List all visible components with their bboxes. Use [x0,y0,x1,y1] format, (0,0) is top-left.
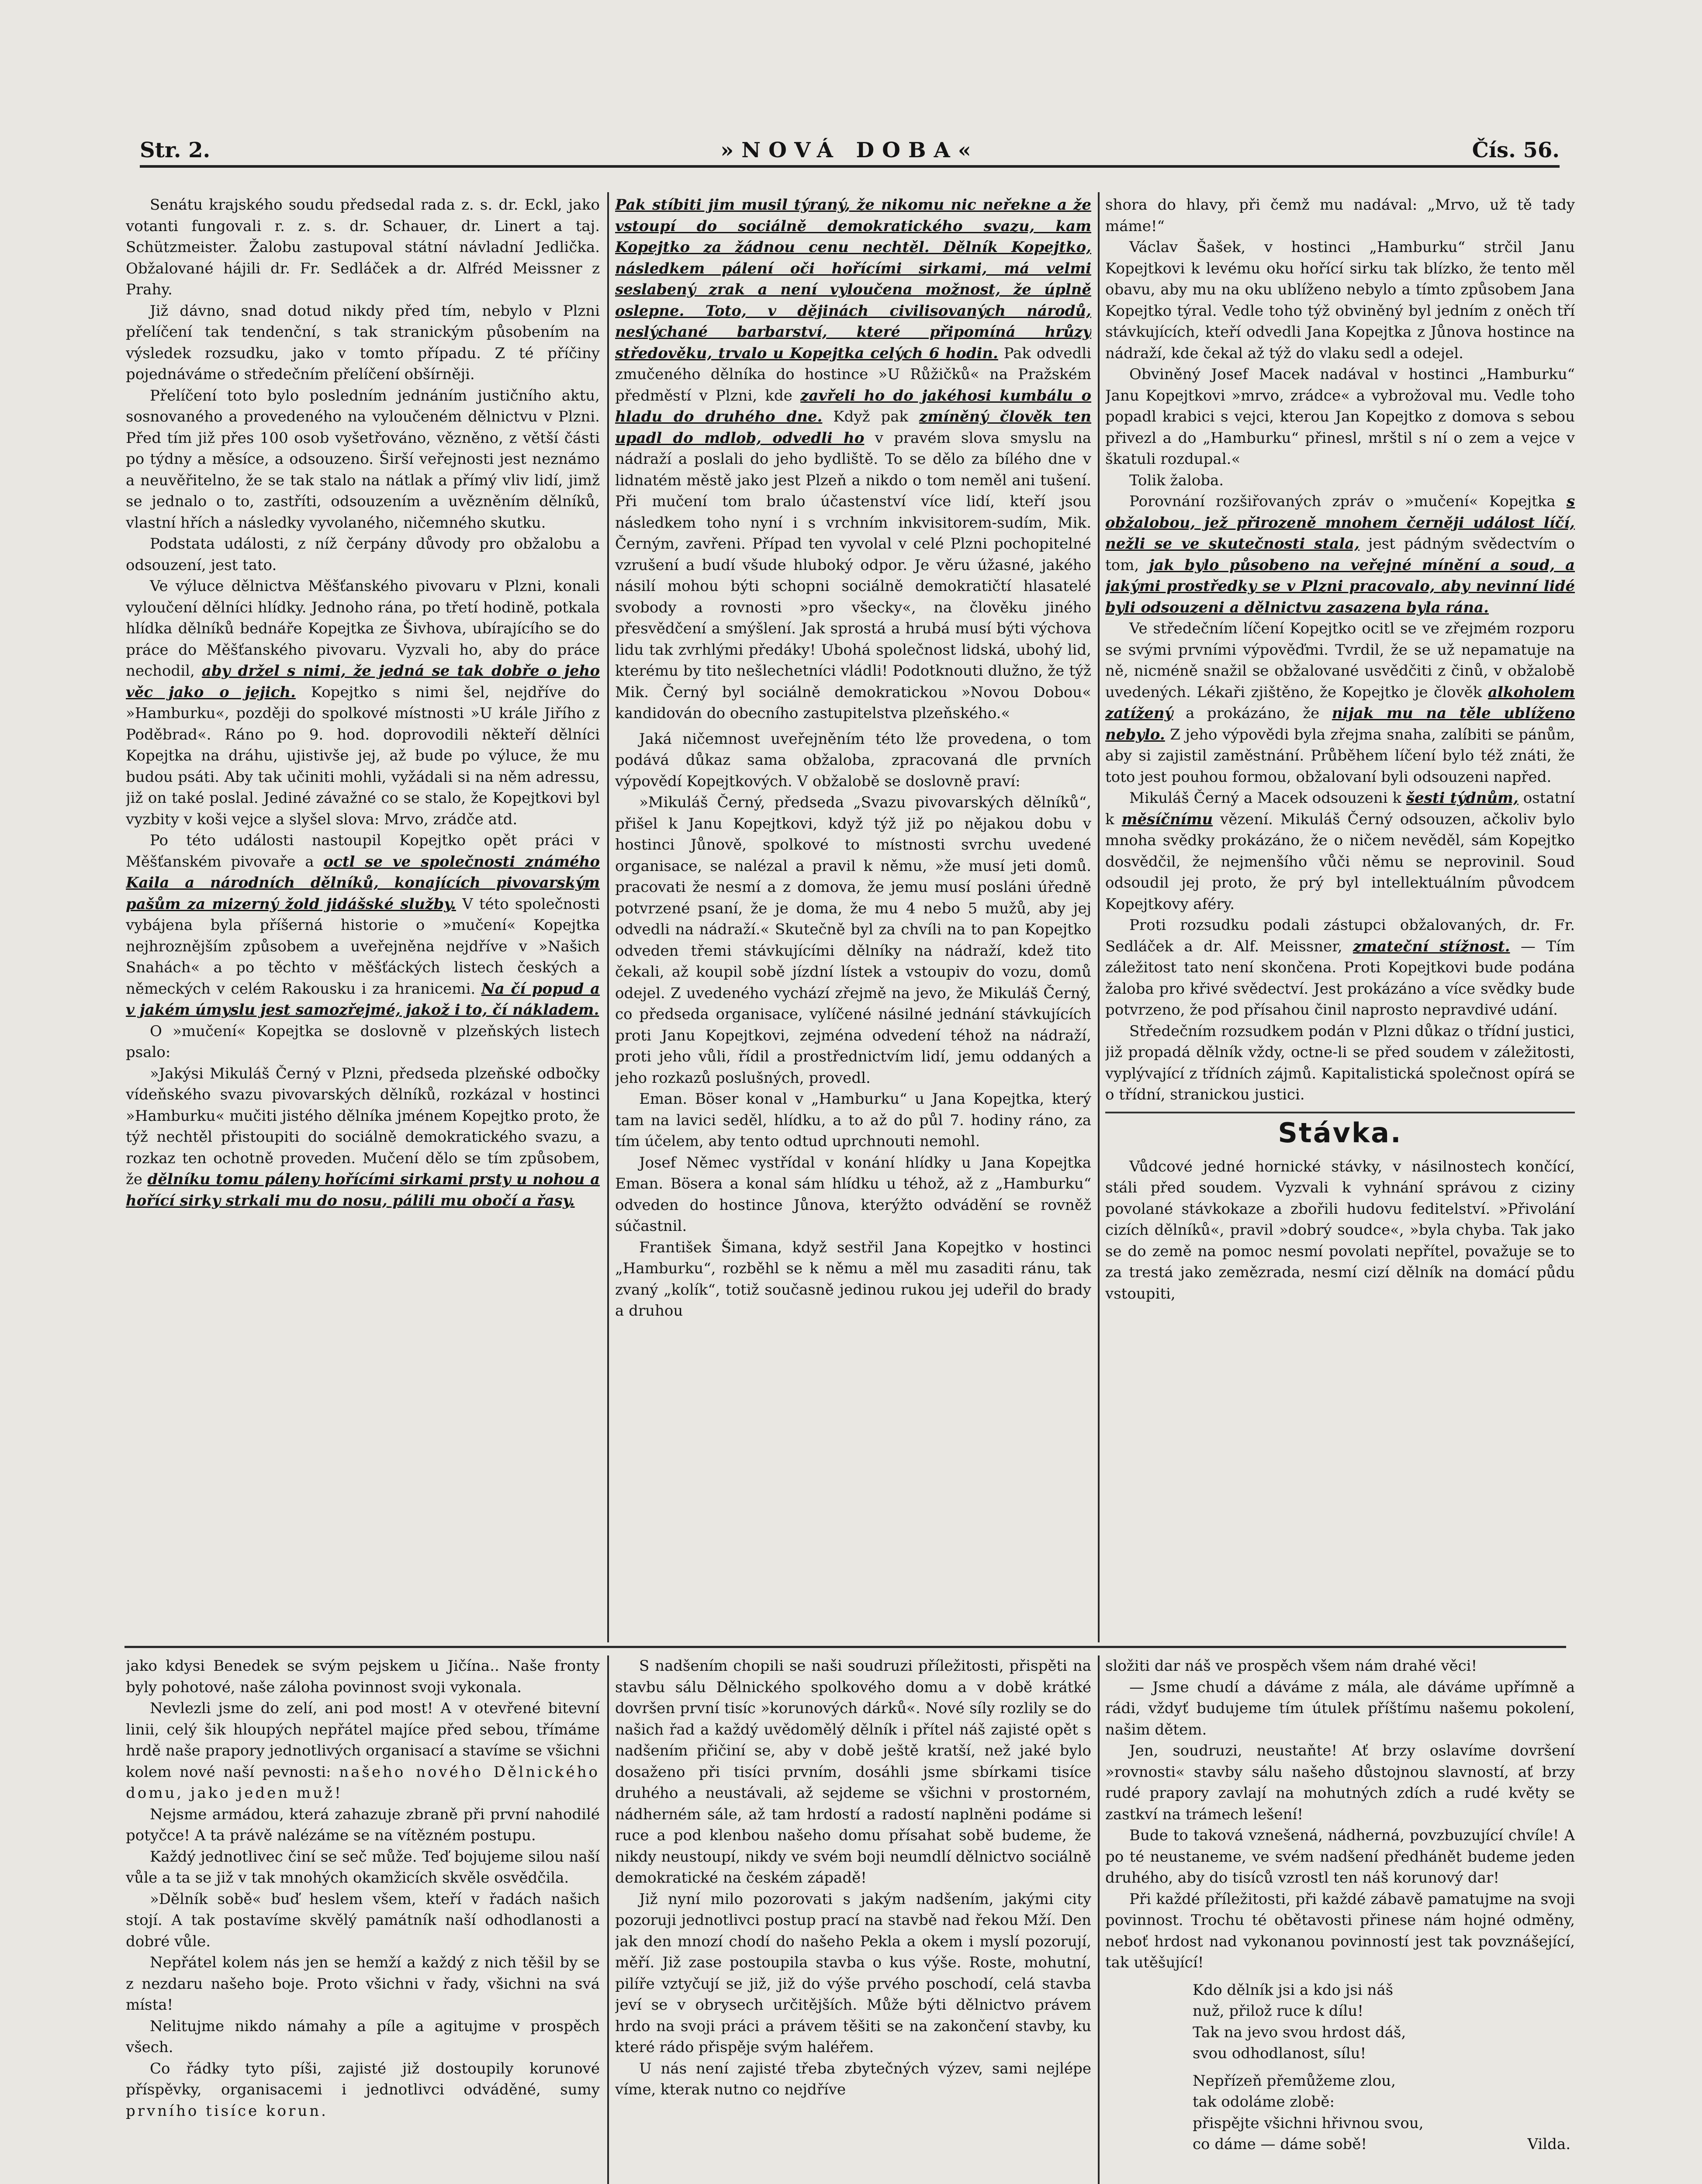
emphasis: měsíčnímu [1121,810,1213,828]
paragraph: Již nyní milo pozorovati s jakým nadšením, jakými city pozoruji jednotlivci postup prací na stavbě nad řekou Mží. Den jak den mnozí chodí do našeho Pekla a okem i myslí pozorují, měří. Již zase postoupila stavba o kus výše. Roste, mohutní, pilíře vztyčují se již, již do výše prvého poschodí, celá stavba jeví se v obrysech určitějších. Může býti dělnictvo právem hrdo na svoji práci a právem těšiti se na zakončení stavby, ku které rádo přispěje svým haléřem. [615,1890,1091,2056]
paragraph: Bude to taková vznešená, nádherná, povzbuzující chvíle! A po té neustaneme, ve svém nadšení předhánět budeme jeden druhého, aby do tisíců vzrostl ten náš korunový dar! [1105,1827,1575,1887]
paragraph: Co řádky tyto píši, zajisté již dostoupily korunové příspěvky, organisacemi i jednotlivci odváděné, sumy prvního tisíce korun. [126,2060,600,2120]
emphasis: zmíněný člověk ten upadl do mdlob, odvedli ho [615,408,1091,447]
column-1 [126,194,600,1640]
column-rule-2 [1098,192,1100,1642]
newspaper-title: »NOVÁ DOBA« [720,138,979,162]
paragraph: Ve výluce dělnictva Měšťanského pivovaru v Plzni, konali vyloučení dělníci hlídky. Jednoho rána, po třetí hodině, potkala hlídka dělníků bednáře Kopejtka ze Šivhova, ubírajícího se do práce do Měšťanského pivovaru. Vyzvali ho, aby do práce nechodil, aby držel s nimi, že jedná se tak dobře o jeho věc jako o jejich. Kopejtko s nimi šel, nejdříve do »Hamburku«, později do spolkové místnosti »U krále Jiřího z Poděbrad«. Ráno po 9. hod. doprovodili někteří dělníci Kopejtka na dráhu, ujistivše jej, až bude po výluce, že mu budou psáti. Aby tak učiniti mohli, vyžádali si na něm adressu, již on také poslal. Jediné závažné co se stalo, že Kopejtkovi byl vyzbity v koši vejce a slyšel slova: Mrvo, zrádče atd. [126,577,600,828]
poem-last-line [1105,2134,1575,2155]
paragraph: Mikuláš Černý a Macek odsouzeni k šesti týdnům, ostatní k měsíčnímu vězení. Mikuláš Černý odsouzen, ačkoliv bylo mnoha svědky prokázáno, že o ničem nevěděl, sám Kopejtko dosvědčil, že nejmenšího vůči němu se neprovinil. Soud odsoudil jej proto, že prý byl intellektuálním původcem Kopejtkovy aféry. [1105,789,1575,913]
section-title: Stávka. [1278,1116,1402,1149]
column-rule-1 [607,192,609,1642]
paragraph: Vůdcové jedné hornické stávky, v násilnostech končící, stáli před soudem. Vyzvali k vyhnání správou z ciziny povolané stávkokaze a zbořili hudovu feditelství. »Přivolání cizích dělníků«, pravil »dobrý soudce«, »byla chyba. Tak jako se do země na pomoc nesmí povolati nepřítel, považuje se to za trestá jako zemězrada, nesmí cizí dělník na domácí půdu vstoupiti, [1105,1158,1575,1303]
bottom-column-1 [126,1655,600,2184]
emphasis: alkoholem zatížený [1105,683,1575,722]
paragraph: Josef Němec vystřídal v konání hlídky u Jana Kopejtka Eman. Bösera a konal sám hlídku u téhož, až z „Hamburku“ odveden do hostince Jůnova, kterýžto odvádění se rovněž súčastnil. [615,1154,1091,1235]
emphasis: aby držel s nimi, že jedná se tak dobře o jeho věc jako o jejich. [126,662,600,701]
emphasis: dělníku tomu páleny hořícími sirkami prsty u nohou a hořící sirky strkali mu do nosu, pálili mu obočí a řasy. [126,1171,600,1209]
paragraph: Eman. Böser konal v „Hamburku“ u Jana Kopejtka, který tam na lavici seděl, hlídku, a to až do půl 7. hodiny ráno, za tím účelem, aby tento odtud uprchnouti nemohl. [615,1090,1091,1150]
paragraph: Pak stíbiti jim musil týraný, že nikomu nic neřekne a že vstoupí do sociálně demokratického svazu, kam Kopejtko za žádnou cenu nechtěl. Dělník Kopejtko, následkem pálení oči hořícími sirkami, má velmi seslabený zrak a není vyloučena možnost, že úplně oslepne. Toto, v dějinách civilisovaných národů, neslýchané barbarství, které připomíná hrůzy středověku, trvalo u Kopejtka celých 6 hodin. Pak odvedli zmučeného dělníka do hostince »U Růžičků« na Pražském předměstí v Plzni, kde zavřeli ho do jakéhosi kumbálu o hladu do druhého dne. Když pak zmíněný člověk ten upadl do mdlob, odvedli ho v pravém slova smyslu na nádraží a poslali do jeho bydliště. To se dělo za bílého dne v lidnatém městě jako jest Plzeň a nikdo o tom neměl ani tušení. Při mučení tom bralo účastenství více lidí, kteří jsou následkem toho nyní i s vrchním inkvisitorem-sudím, Mik. Černým, zavřeni. Případ ten vyvolal v celé Plzni pochopitelné vzrušení a budí všude hluboký odpor. Je věru úžasné, jakého násilí mohou býti schopni sociálně demokratičtí hlasatelé svobody a rovnosti »pro všecky«, na člověku jiného přesvědčení a smýšlení. Jak sprostá a hrubá musí býti výchova lidu tak zvrhlými předáky! Ubohá společnost lidská, ubohý lid, kterému by tito nešlechetníci vládli! Podotknouti dlužno, že týž Mik. Černý byl sociálně demokratickou »Novou Dobou« kandidován do obecního zastupitelstva plzeňského.« [615,196,1091,722]
paragraph: Ve středečním líčení Kopejtko ocitl se ve zřejmém rozporu se svými prvními výpověďmi. Tvrdil, že se už nepamatuje na ně, nicméně snažil se obžalované usvědčiti z činů, v obžalobě uvedených. Lékaři zjištěno, že Kopejtko je člověk alkoholem zatížený a prokázáno, že nijak mu na těle ublíženo nebylo. Z jeho výpovědi byla zřejma snaha, zalíbiti se pánům, aby si zajistil zaměstnání. Průběhem líčení bylo též znáti, že toto jest pouhou formou, obžalovaní byli odsouzeni napřed. [1105,620,1575,786]
poem-line: přispějte všichni hřivnou svou, [1193,2114,1424,2132]
paragraph: Porovnání rozšiřovaných zpráv o »mučení« Kopejtka s obžalobou, jež přirozeně mnohem černěji událost líčí, nežli se ve skutečnosti stala, jest pádným svědectvím o tom, jak bylo působeno na veřejné mínění a soud, a jakými prostředky se v Plzni pracovalo, aby nevinní lidé byli odsouzeni a dělnictvu zasazena byla rána. [1105,493,1575,616]
paragraph: »Dělník sobě« buď heslem všem, kteří v řadách našich stojí. A tak postavíme skvělý památník naší odhodlanosti a dobré vůle. [126,1890,600,1950]
poem-line: co dáme — dáme sobě! [1193,2136,1367,2153]
paragraph: Přelíčení toto bylo posledním jednáním justičního aktu, sosnovaného a provedeného na vyloučeném dělnictvu v Plzni. Před tím již přes 100 osob vyšetřováno, vězněno, z větší části po týdny a měsíce, a odsouzeno. Širší veřejnosti jest neznámo a neuvěřitelno, že se tak stalo na nátlak a přímý vliv lidí, jimž se jednalo o to, zastříti, odsouzením a uvězněním dělníků, vlastní hřích a následky vyvolaného, ničemného skutku. [126,387,600,532]
page-number: Str. 2. [140,138,211,162]
paragraph: Jen, soudruzi, neustaňte! Ať brzy oslavíme dovršení »rovnosti« stavby sálu našeho důstojnou slavností, ať brzy rudé prapory zavlají na mohutných zdích a rudé květy se zastkví na trámech lešení! [1105,1742,1575,1823]
paragraph: Nevlezli jsme do zelí, ani pod most! A v otevřené bitevní linii, celý šik hloupých nepřátel majíce před sebou, třímáme hrdě naše prapory jednotlivých organisací a stavíme se všichni kolem nové naší pevnosti: našeho nového Dělnického domu, jako jeden muž! [126,1700,600,1802]
paragraph: Senátu krajského soudu předsedal rada z. s. dr. Eckl, jako votanti fungovali r. z. s. dr. Schauer, dr. Linert a taj. Schützmeister. Žalobu zastupoval státní návladní Jedlička. Obžalované hájili dr. Fr. Sedláček a dr. Alfréd Meissner z Prahy. [126,196,600,298]
paragraph: Již dávno, snad dotud nikdy před tím, nebylo v Plzni přelíčení tak tendenční, s tak stranickým působením na výsledek rozsudku, jako v tomto případu. Z té příčiny pojednáváme o středečním přelíčení obšírněji. [126,302,600,383]
paragraph: Středečním rozsudkem podán v Plzni důkaz o třídní justici, již propadá dělník vždy, octne-li se před soudem v záležitosti, vyplývající z třídních zájmů. Kapitalistická společnost opírá se o třídní, stranickou justici. [1105,1022,1575,1103]
page-header [140,139,1560,168]
emphasis: zavřeli ho do jakéhosi kumbálu o hladu do druhého dne. [615,387,1091,425]
paragraph: O »mučení« Kopejtka se doslovně v plzeňských listech psalo: [126,1022,600,1061]
poem-line: nuž, přilož ruce k dílu! [1193,2002,1363,2020]
emphasis: s obžalobou, jež přirozeně mnohem černěji událost líčí, nežli se ve skutečnosti stala, [1105,493,1575,553]
emphasis: Pak stíbiti jim musil týraný, že nikomu nic neřekne a že vstoupí do sociálně demokratického svazu, kam Kopejtko za žádnou cenu nechtěl. Dělník Kopejtko, následkem pálení oči hořícími sirkami, má velmi seslabený zrak a není vyloučena možnost, že úplně oslepne. Toto, v dějinách civilisovaných národů, neslýchané barbarství, které připomíná hrůzy středověku, trvalo u Kopejtka celých 6 hodin. [615,196,1091,362]
paragraph: Nelitujme nikdo námahy a píle a agitujme v prospěch všech. [126,2017,600,2056]
paragraph: Podstata události, z níž čerpány důvody pro obžalobu a odsouzení, jest tato. [126,535,600,574]
emphasis: zmateční stížnost. [1353,937,1510,955]
poem-line: Nepřízeň přemůžeme zlou, [1193,2072,1396,2090]
article-divider [125,1646,1566,1648]
paragraph: Václav Šašek, v hostinci „Hamburku“ strčil Janu Kopejtkovi k levému oku hořící sirku tak blízko, že tento měl obavu, aby mu na oku ublíženo nebylo a tímto způsobem Jana Kopejtko týral. Vedle toho týž obviněný byl jedním z oněch tří stávkujících, kteří odvedli Jana Kopejtka z Jůnova hostince na nádraží, kde čekal až týž do vlaku sedl a odejel. [1105,238,1575,362]
column-rule-4 [1098,1655,1100,2184]
poem-line: svou odhodlanost, sílu! [1193,2045,1366,2062]
paragraph: Při každé příležitosti, při každé zábavě pamatujme na svoji povinnost. Trochu té obětavosti přinese nám hojné odměny, neboť hrdost nad vykonanou povinností jest tak povznášející, tak utěšující! [1105,1890,1575,1971]
column-3 [1105,194,1575,1640]
paragraph: Po této události nastoupil Kopejtko opět práci v Měšťanském pivovaře a octl se ve společnosti známého Kaila a národních dělníků, konajících pivovarským pašům za mizerný žold jidášské služby. V této společnosti vybájena byla příšerná historie o »mučení« Kopejtka nejhroznějším způsobem a uveřejněna nejdříve v »Našich Snahách« a po těchto v měšťáckých listech českých a německých v celém Rakousku i za hranicemi. Na čí popud a v jakém úmyslu jest samozřejmé, jakož i to, čí nákladem. [126,832,600,1019]
poem [1105,1980,1575,2155]
poem-line: Tak na jevo svou hrdost dáš, [1193,2023,1406,2041]
paragraph: Nejsme armádou, která zahazuje zbraně při první nahodilé potyčce! A ta právě nalézáme se na vítězném postupu. [126,1805,600,1844]
emphasis: prvního tisíce korun. [126,2102,328,2120]
paragraph: Tolik žaloba. [1129,471,1224,489]
bottom-column-3 [1105,1655,1575,2184]
section-divider [1105,1112,1575,1113]
paragraph: »Jakýsi Mikuláš Černý v Plzni, předseda plzeňské odbočky vídeňského svazu pivovarských dělníků, rozkázal v hostinci »Hamburku« mučiti jistého dělníka jménem Kopejtko proto, že týž nechtěl přistoupiti do sociálně demokratického svazu, a rozkaz ten ochotně proveden. Mučení dělo se tím způsobem, že dělníku tomu páleny hořícími sirkami prsty u nohou a hořící sirky strkali mu do nosu, pálili mu obočí a řasy. [126,1064,600,1209]
emphasis: octl se ve společnosti známého Kaila a národních dělníků, konajících pivovarským pašům za mizerný žold jidášské služby. [126,853,600,913]
emphasis: nijak mu na těle ublíženo nebylo. [1105,705,1575,743]
emphasis: Na čí popud a v jakém úmyslu jest samozřejmé, jakož i to, čí nákladem. [126,980,600,1019]
paragraph: shora do hlavy, při čemž mu nadával: „Mrvo, už tě tady máme!“ [1105,196,1575,235]
column-rule-3 [607,1655,609,2184]
issue-number: Čís. 56. [1472,138,1560,162]
emphasis: šesti týdnům, [1406,789,1519,807]
paragraph: jako kdysi Benedek se svým pejskem u Jičína.. Naše fronty byly pohotové, naše záloha povinnost svoji vykonala. [126,1657,600,1696]
emphasis: jak bylo působeno na veřejné mínění a soud, a jakými prostředky se v Plzni pracovalo, aby nevinní lidé byli odsouzeni a dělnictvu zasazena byla rána. [1105,556,1575,616]
paragraph: Nepřátel kolem nás jen se hemží a každý z nich těšil by se z nezdaru našeho boje. Proto všichni v řady, všichni na svá místa! [126,1954,600,2014]
poem-line: tak odoláme zlobě: [1193,2093,1335,2111]
paragraph: — Jsme chudí a dáváme z mála, ale dáváme upřímně a rádi, vždyť budujeme tím útulek příštímu našemu pokolení, našim dětem. [1105,1678,1575,1738]
paragraph: Jaká ničemnost uveřejněním této lže provedena, o tom podává důkaz sama obžaloba, zpracovaná dle prvních výpovědí Kopejtkových. V obžalobě se doslovně praví: [615,730,1091,790]
paragraph: Každý jednotlivec činí se seč může. Teď bojujeme silou naší vůle a ta se již v tak mnohých okamžicích skvěle osvědčila. [126,1848,600,1887]
paragraph: Proti rozsudku podali zástupci obžalovaných, dr. Fr. Sedláček a dr. Alf. Meissner, zmateční stížnost. — Tím záležitost tato není skončena. Proti Kopejtkovi bude podána žaloba pro křivé svědectví. Jest prokázáno a více svědky bude potvrzeno, že pod přísahou činil naprosto nepravdivé udání. [1105,916,1575,1019]
column-2 [615,194,1091,1640]
paragraph: »Mikuláš Černý, předseda „Svazu pivovarských dělníků“, přišel k Janu Kopejtkovi, když týž již po nějakou dobu v hostinci Jůnově, spolkové to místnosti svrchu uvedené organisace, se nalézal a pravil k němu, »že musí jeti domů. pracovati že nesmí a z domova, že jemu musí posláni úředně potvrzené psaní, že je doma, že mu 4 nebo 5 mužů, aby jej odvedli na nádraží.« Skutečně byl za chvíli na to pan Kopejtko odveden třemi stávkujícími dělníky na nádraží, kdež tito čekali, až koupil sobě jízdní lístek a vstoupiv do vozu, domů odejel. Z uvedeného vychází zřejmě na jevo, že Mikuláš Černý, co předseda organisace, vylíčené násilné jednání stávkujících proti Janu Kopejtkovi, zejména odvedení téhož na nádraží, proti jeho vůli, řídil a prostřednictvím lidí, jemu oddaných a jeho rozkazů poslušných, provedl. [615,794,1091,1087]
paragraph: U nás není zajisté třeba zbytečných výzev, sami nejlépe víme, kterak nutno co nejdříve [615,2060,1091,2098]
signature: Vilda. [1527,2136,1571,2153]
paragraph: František Šimana, když sestřil Jana Kopejtko v hostinci „Hamburku“, rozběhl se k němu a měl mu zasaditi ránu, tak zvaný „kolík“, totiž současně jedinou rukou jej udeřil do brady a druhou [615,1238,1091,1320]
bottom-column-2 [615,1655,1091,2184]
paragraph: S nadšením chopili se naši soudruzi příležitosti, přispěti na stavbu sálu Dělnického spolkového domu a v době krátké dovršen první tisíc »korunových dárků«. Nové síly rozlily se do našich řad a každý uvědomělý dělník i přítel náš zajisté opět s nadšením přičiní se, aby v době ještě kratší, než jaké bylo dosaženo při tisíci prvním, dosáhli jsme sbírkami tisíce druhého a neustávali, až sejdeme se všichni v prostorném, nádherném sále, až tam hrdostí a radostí naplněni podáme si ruce a pod klenbou našeho domu přísahat sobě budeme, že nikdy neustoupí, nikdy ve svém boji neumdlí dělnictvo sociálně demokratické na českém západě! [615,1657,1091,1887]
emphasis: našeho nového Dělnického domu, jako jeden muž! [126,1763,600,1802]
paragraph: složiti dar náš ve prospěch všem nám drahé věci! [1105,1657,1477,1675]
paragraph: Obviněný Josef Macek nadával v hostinci „Hamburku“ Janu Kopejtkovi »mrvo, zrádce« a vybrožoval mu. Vedle toho popadl krabici s vejci, kterou Jan Kopejtko z domova s sebou přivezl a do „Hamburku“ přinesl, mrštil s ní o zem a vejce v škatuli rozdupal.« [1105,366,1575,468]
poem-line: Kdo dělník jsi a kdo jsi náš [1193,1981,1394,1999]
